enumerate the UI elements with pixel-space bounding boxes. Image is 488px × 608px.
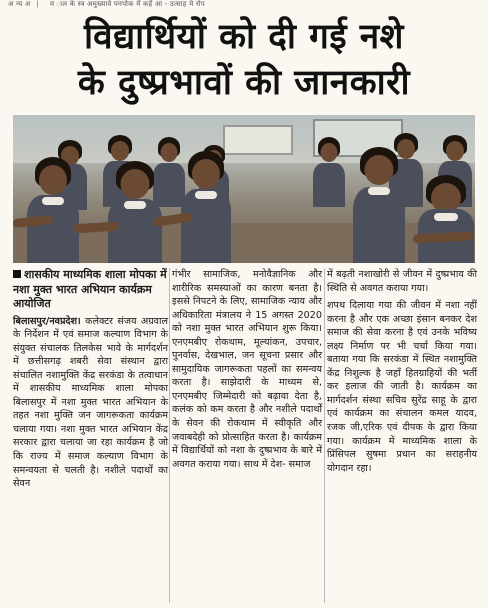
headline-line-2: के दुष्प्रभावों की जानकारी [77,63,411,103]
article-column-3 [327,268,477,475]
col1-text: कलेक्टर संजय अग्रवाल के निर्देशन में एवं समाज कल्याण विभाग के संयुक्त संचालक तिलकेस भावे के मार्गदर्शन में छत्तीसगढ़ शबरी सेवा संस्थान द्वारा संचालित नशामुक्ति केंद्र सरकंडा के तत्वाधान में शासकीय माध्यमिक शाला मोपका बिलासपुर में नशा मुक्त भारत अभियान के तहत नशा मुक्ति जन जागरूकता कार्यक्रम चलाया गया। नशा मुक्त भारत अभियान केंद्र सरकार द्वारा चलाया जा रहा कार्यक्रम है जो कि राज्य में समाज कल्याण विभाग के समन्वयता से चलती है। नशीले पदार्थों का सेवन [13,315,168,490]
col3-text-2: शपथ दिलाया गया की जीवन में नशा नहीं करना है और एक अच्छा इंसान बनकर देश समाज की सेवा करना है एवं उनके भविष्य लक्ष्य निर्माण पर भी चर्चा किया गया। बताया गया कि सरकंडा में स्थित नशामुक्ति केंद्र निशुल्क है जहाँ हितग्राहियों की भर्ती कर इलाज की जाती है। कार्यक्रम का मार्गदर्शन संस्था सचिव सुरेंद्र साहू के द्वारा एवं कार्यक्रम का संचालन कमल यादव, रजक जी,एरिक एवं दीपक के द्वारा किया गया। कार्यक्रम में माध्यमिक शाला के प्रिंसिपल सुषमा प्रधान का सराहनीय योगदान रहा। [327,300,477,474]
headline-line-1: विद्यार्थियों को दी गई नशे [84,17,404,57]
article-column-1 [13,268,168,491]
column-rule-1 [169,268,170,603]
article-body-1 [13,315,168,491]
col3-text-1: में बढ़ती नशाखोरी से जीवन में दुष्प्रभाव की स्थिति से अवगत कराया गया। [327,269,477,294]
headline [0,14,488,106]
top-strip-right: म ाल के स्त्र अमुख्यावे पनपोक में कहें आ - उत्साह मे रोप [45,0,205,8]
top-strip-left: अ न्य अ [8,0,31,8]
bullet-square-icon [13,270,21,278]
top-strip: अ न्य अ | म ाल के स्त्र अमुख्यावे पनपोक में कहें आ - उत्साह मे रोप [8,0,205,8]
dateline: बिलासपुर/नवप्रदेश। [13,315,81,327]
news-photo [13,115,475,263]
col2-text: गंभीर सामाजिक, मनोवैज्ञानिक और शारीरिक समस्याओं का कारण बनता है। इससे निपटने के लिए, सामाजिक न्याय और अधिकारिता मंत्रालय ने 15 अगस्त 2020 को नशा मुक्त भारत अभियान शुरू किया। एनएमबीए रोकथाम, मूल्यांकन, उपचार, पुनर्वास, देखभाल, जन सूचना प्रसार और सामुदायिक जागरूकता पहलों का समन्वय करता है। साझेदारी के माध्यम से, एनएमबीए जिम्मेदारी को बढ़ावा देता है, कलंक को कम करता है और नशीले पदार्थों के सेवन की रोकथाम में स्वीकृति और जवाबदेही को प्रोत्साहित करता है। कार्यक्रम में विद्यार्थियों को नशा के दुष्प्रभाव के बारे में अवगत कराया गया। साथ में देश- समाज [172,269,322,470]
column-rule-2 [324,268,325,603]
article-subhead: शासकीय माध्यमिक शाला मोपका में नशा मुक्त भारत अभियान कार्यक्रम आयोजित [13,268,167,310]
article-column-2 [172,268,322,471]
